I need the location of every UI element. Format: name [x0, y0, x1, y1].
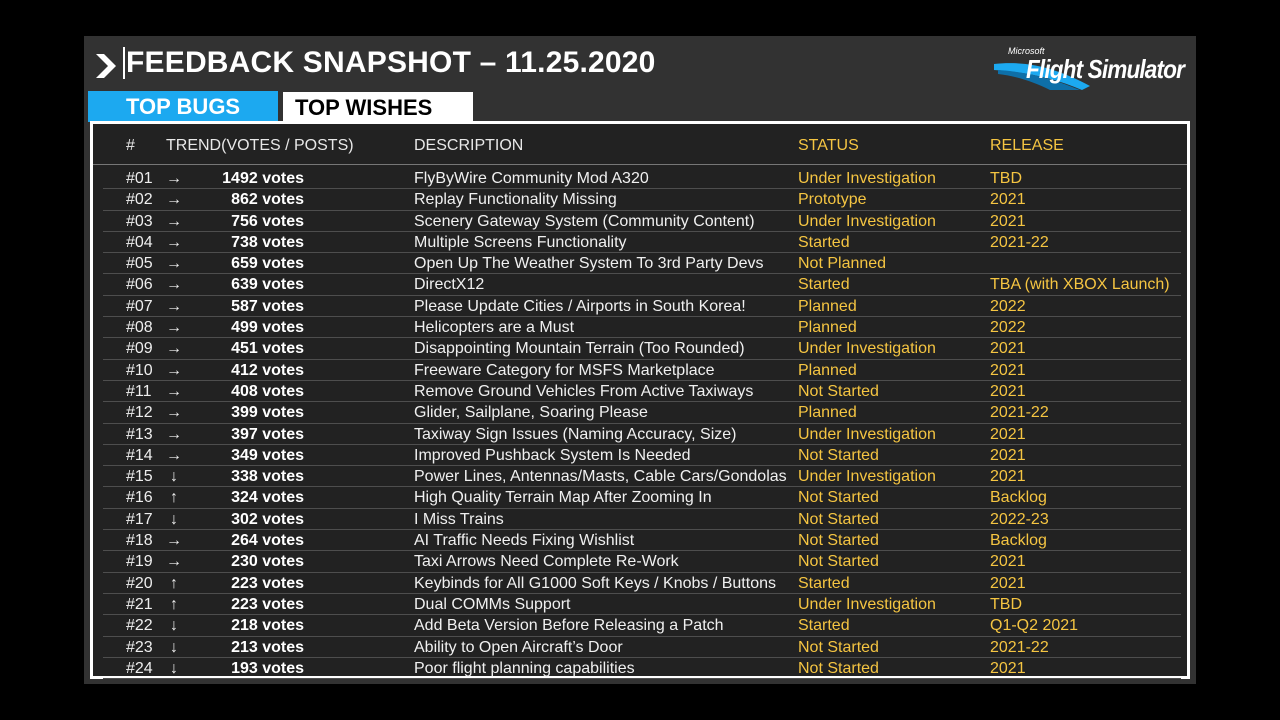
status: Not Started — [798, 532, 879, 550]
table-row — [93, 381, 1187, 402]
right-arrow-icon: → — [166, 361, 182, 379]
table-row — [93, 189, 1187, 210]
snapshot-panel — [84, 36, 1196, 684]
rank-number: #18 — [126, 532, 153, 550]
status: Started — [798, 574, 850, 592]
rank-number: #04 — [126, 233, 153, 251]
up-arrow-icon: ↑ — [170, 595, 178, 613]
description: Taxiway Sign Issues (Naming Accuracy, Size) — [414, 425, 737, 443]
status: Planned — [798, 297, 857, 315]
rank-number: #13 — [126, 425, 153, 443]
description: Improved Pushback System Is Needed — [414, 446, 691, 464]
description: Disappointing Mountain Terrain (Too Rounded) — [414, 340, 745, 358]
rank-number: #07 — [126, 297, 153, 315]
status: Planned — [798, 361, 857, 379]
table-row — [93, 274, 1187, 295]
table-row — [93, 211, 1187, 232]
right-arrow-icon: → — [166, 212, 182, 230]
status: Started — [798, 276, 850, 294]
vote-count: 1492 votes — [222, 170, 304, 187]
description: Power Lines, Antennas/Masts, Cable Cars/Gondolas — [414, 468, 787, 486]
vote-count: 587 votes — [231, 297, 304, 315]
down-arrow-icon: ↓ — [170, 468, 178, 486]
rank-number: #03 — [126, 212, 153, 230]
release: 2021-22 — [990, 404, 1049, 422]
release: 2021 — [990, 446, 1026, 464]
rank-number: #01 — [126, 170, 153, 187]
description: Keybinds for All G1000 Soft Keys / Knobs / Buttons — [414, 574, 776, 592]
column-header-trend: TREND(VOTES / POSTS) — [166, 137, 354, 154]
rank-number: #12 — [126, 404, 153, 422]
logo-flight-simulator-text: Flight Simulator — [1026, 54, 1187, 84]
release: 2022-23 — [990, 510, 1049, 528]
vote-count: 230 votes — [231, 553, 304, 571]
status: Not Planned — [798, 255, 887, 273]
rank-number: #09 — [126, 340, 153, 358]
right-arrow-icon: → — [166, 255, 182, 273]
release: Backlog — [990, 489, 1047, 507]
rank-number: #21 — [126, 595, 153, 613]
release: 2021 — [990, 340, 1026, 358]
right-arrow-icon: → — [166, 233, 182, 251]
table-row — [93, 232, 1187, 253]
release: Q1-Q2 2021 — [990, 617, 1079, 635]
rank-number: #15 — [126, 468, 153, 486]
table-row — [93, 338, 1187, 359]
release: 2021 — [990, 659, 1026, 677]
vote-count: 338 votes — [231, 468, 304, 486]
description: Dual COMMs Support — [414, 595, 571, 613]
right-arrow-icon: → — [166, 297, 182, 315]
description: Remove Ground Vehicles From Active Taxiways — [414, 382, 754, 400]
vote-count: 223 votes — [231, 574, 304, 592]
table-row — [93, 594, 1187, 615]
vote-count: 738 votes — [231, 233, 304, 251]
table-row — [93, 424, 1187, 445]
rank-number: #06 — [126, 276, 153, 294]
status: Under Investigation — [798, 595, 936, 613]
description: Poor flight planning capabilities — [414, 659, 635, 677]
description: Multiple Screens Functionality — [414, 233, 627, 251]
status: Planned — [798, 404, 857, 422]
rank-number: #20 — [126, 574, 153, 592]
release: 2021-22 — [990, 233, 1049, 251]
vote-count: 862 votes — [231, 191, 304, 209]
header-divider — [123, 47, 125, 79]
description: Glider, Sailplane, Soaring Please — [414, 404, 648, 422]
table-row — [93, 551, 1187, 572]
down-arrow-icon: ↓ — [170, 510, 178, 528]
release: TBD — [990, 595, 1022, 613]
status: Not Started — [798, 446, 879, 464]
release: 2021 — [990, 468, 1026, 486]
column-header-number: # — [126, 137, 135, 154]
right-arrow-icon: → — [166, 319, 182, 337]
status: Not Started — [798, 638, 879, 656]
rank-number: #23 — [126, 638, 153, 656]
table-body — [93, 168, 1187, 679]
status: Prototype — [798, 191, 867, 209]
status: Not Started — [798, 489, 879, 507]
rank-number: #08 — [126, 319, 153, 337]
logo-microsoft-text: Microsoft — [1008, 46, 1045, 56]
status: Started — [798, 233, 850, 251]
row-divider — [103, 678, 1181, 679]
down-arrow-icon: ↓ — [170, 659, 178, 677]
vote-count: 349 votes — [231, 446, 304, 464]
release: 2021 — [990, 553, 1026, 571]
rank-number: #14 — [126, 446, 153, 464]
tab-top-wishes[interactable]: TOP WISHES — [283, 92, 473, 122]
rank-number: #05 — [126, 255, 153, 273]
rank-number: #11 — [126, 382, 152, 400]
vote-count: 213 votes — [231, 638, 304, 656]
right-arrow-icon: → — [166, 382, 182, 400]
vote-count: 408 votes — [231, 382, 304, 400]
right-arrow-icon: → — [166, 276, 182, 294]
vote-count: 324 votes — [231, 489, 304, 507]
vote-count: 499 votes — [231, 319, 304, 337]
release: 2021-22 — [990, 638, 1049, 656]
vote-count: 412 votes — [231, 361, 304, 379]
description: FlyByWire Community Mod A320 — [414, 170, 649, 187]
down-arrow-icon: ↓ — [170, 638, 178, 656]
vote-count: 218 votes — [231, 617, 304, 635]
table-row — [93, 509, 1187, 530]
description: High Quality Terrain Map After Zooming In — [414, 489, 712, 507]
status: Planned — [798, 319, 857, 337]
rank-number: #19 — [126, 553, 153, 571]
description: Scenery Gateway System (Community Content) — [414, 212, 755, 230]
column-header-release: RELEASE — [990, 137, 1064, 154]
table-row — [93, 487, 1187, 508]
up-arrow-icon: ↑ — [170, 489, 178, 507]
table-row — [93, 445, 1187, 466]
rank-number: #22 — [126, 617, 153, 635]
vote-count: 639 votes — [231, 276, 304, 294]
status: Not Started — [798, 510, 879, 528]
vote-count: 223 votes — [231, 595, 304, 613]
table-row — [93, 637, 1187, 658]
status: Not Started — [798, 659, 879, 677]
description: Open Up The Weather System To 3rd Party Devs — [414, 255, 764, 273]
vote-count: 756 votes — [231, 212, 304, 230]
rank-number: #10 — [126, 361, 153, 379]
release: Backlog — [990, 532, 1047, 550]
tab-top-bugs[interactable]: TOP BUGS — [88, 91, 278, 122]
vote-count: 451 votes — [231, 340, 304, 358]
up-arrow-icon: ↑ — [170, 574, 178, 592]
release: TBD — [990, 170, 1022, 187]
description: AI Traffic Needs Fixing Wishlist — [414, 532, 635, 550]
chevron-right-icon — [94, 52, 118, 80]
release: 2021 — [990, 574, 1026, 592]
release: 2022 — [990, 319, 1026, 337]
status: Under Investigation — [798, 170, 936, 187]
description: Replay Functionality Missing — [414, 191, 617, 209]
description: Helicopters are a Must — [414, 319, 575, 337]
description: Please Update Cities / Airports in South Korea! — [414, 297, 746, 315]
status: Started — [798, 617, 850, 635]
column-header-description: DESCRIPTION — [414, 137, 524, 154]
right-arrow-icon: → — [166, 425, 182, 443]
right-arrow-icon: → — [166, 170, 182, 187]
down-arrow-icon: ↓ — [170, 617, 178, 635]
table-row — [93, 168, 1187, 189]
right-arrow-icon: → — [166, 446, 182, 464]
status: Under Investigation — [798, 468, 936, 486]
status: Under Investigation — [798, 340, 936, 358]
table-row — [93, 360, 1187, 381]
vote-count: 193 votes — [231, 659, 304, 677]
status: Not Started — [798, 382, 879, 400]
page-title: FEEDBACK SNAPSHOT – 11.25.2020 — [126, 46, 656, 79]
description: I Miss Trains — [414, 510, 504, 528]
release: 2021 — [990, 191, 1026, 209]
table-row — [93, 615, 1187, 636]
release: 2021 — [990, 361, 1026, 379]
rank-number: #17 — [126, 510, 153, 528]
status: Under Investigation — [798, 212, 936, 230]
release: 2021 — [990, 382, 1026, 400]
table-row — [93, 253, 1187, 274]
right-arrow-icon: → — [166, 532, 182, 550]
vote-count: 397 votes — [231, 425, 304, 443]
status: Not Started — [798, 553, 879, 571]
vote-count: 399 votes — [231, 404, 304, 422]
table-header — [93, 124, 1187, 165]
table-row — [93, 530, 1187, 551]
release: 2022 — [990, 297, 1026, 315]
table-row — [93, 296, 1187, 317]
vote-count: 659 votes — [231, 255, 304, 273]
rank-number: #16 — [126, 489, 153, 507]
vote-count: 264 votes — [231, 532, 304, 550]
right-arrow-icon: → — [166, 340, 182, 358]
rank-number: #02 — [126, 191, 153, 209]
table-row — [93, 466, 1187, 487]
release: 2021 — [990, 212, 1026, 230]
vote-count: 302 votes — [231, 510, 304, 528]
right-arrow-icon: → — [166, 553, 182, 571]
right-arrow-icon: → — [166, 191, 182, 209]
table-row — [93, 317, 1187, 338]
flight-simulator-logo — [990, 40, 1190, 92]
description: Taxi Arrows Need Complete Re-Work — [414, 553, 679, 571]
description: DirectX12 — [414, 276, 485, 294]
table-row — [93, 658, 1187, 679]
release: 2021 — [990, 425, 1026, 443]
description: Ability to Open Aircraft’s Door — [414, 638, 623, 656]
release: TBA (with XBOX Launch) — [990, 276, 1170, 294]
rank-number: #24 — [126, 659, 153, 677]
table-row — [93, 402, 1187, 423]
column-header-status: STATUS — [798, 137, 859, 154]
description: Add Beta Version Before Releasing a Patch — [414, 617, 724, 635]
wishes-table — [90, 121, 1190, 679]
table-row — [93, 573, 1187, 594]
status: Under Investigation — [798, 425, 936, 443]
right-arrow-icon: → — [166, 404, 182, 422]
description: Freeware Category for MSFS Marketplace — [414, 361, 715, 379]
